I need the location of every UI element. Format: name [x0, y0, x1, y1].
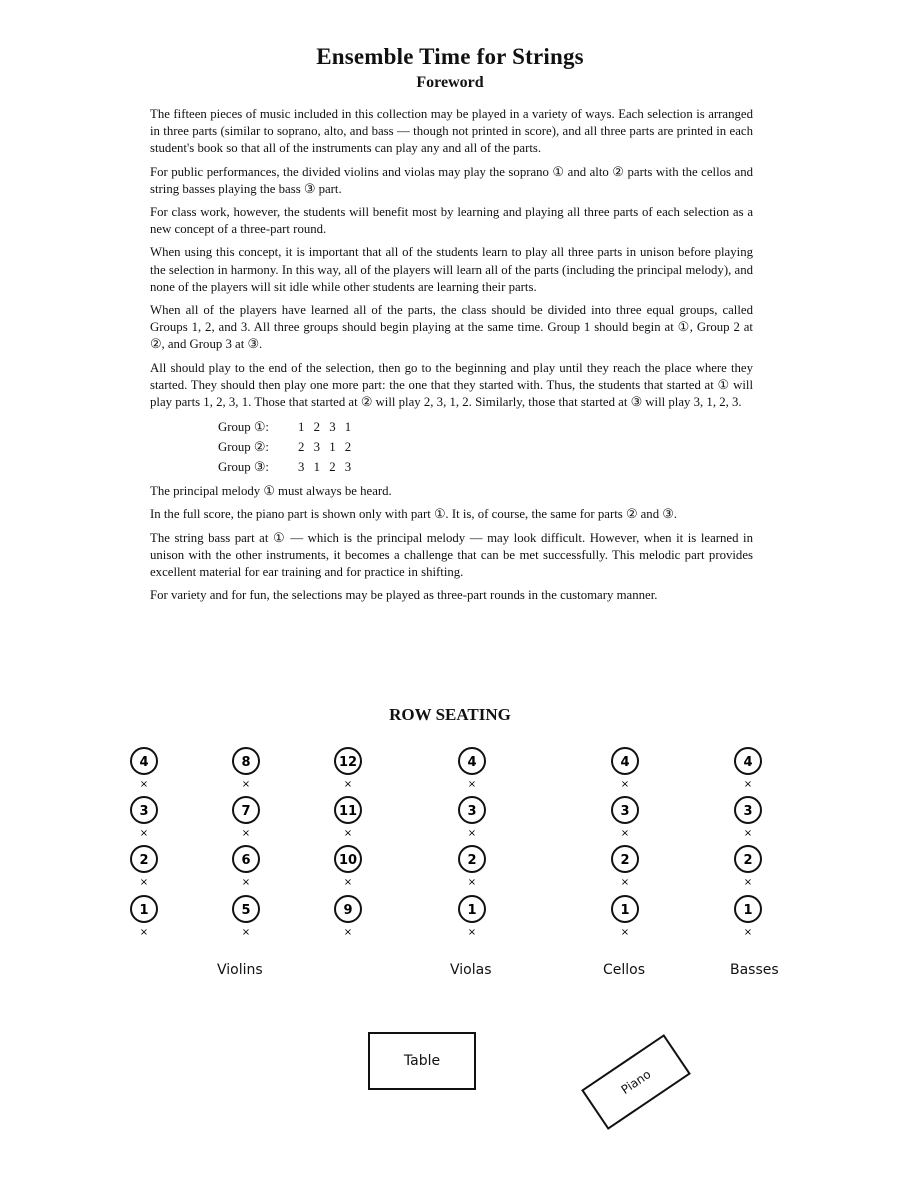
seat-number: 4: [467, 755, 477, 770]
seat-number: 2: [620, 853, 630, 868]
table-box: [368, 1032, 476, 1090]
page-subtitle: Foreword: [416, 74, 484, 91]
seat-number: 3: [620, 804, 630, 819]
section-label-cellos: Cellos: [603, 962, 646, 978]
paragraph: The fifteen pieces of music included in this collection may be played in a variety of ways. Each selection is arranged in three parts (similar to soprano, alto, and bass — though not printed in score), and all three parts are printed in each student's book so that all of the instruments can play any and all of the parts.: [150, 107, 753, 156]
seat-marker: ×: [241, 877, 251, 888]
seat: [131, 896, 157, 938]
seat: [131, 797, 157, 839]
seat-number: 3: [743, 804, 753, 819]
group-label: Group ①:: [218, 420, 269, 435]
seat-marker: ×: [139, 927, 149, 938]
group-row: [218, 437, 753, 457]
seat-number: 2: [743, 853, 753, 868]
section-label-basses: Basses: [730, 962, 779, 978]
seat: [233, 797, 259, 839]
seat-marker: ×: [467, 779, 477, 790]
seat-marker: ×: [467, 927, 477, 938]
seat: [131, 748, 157, 790]
group-sequence: 3 1 2 3: [298, 460, 355, 475]
seat: [459, 797, 485, 839]
foreword-body: [150, 106, 753, 610]
seat: [612, 896, 638, 938]
seat-marker: ×: [343, 828, 353, 839]
row-seating-title: ROW SEATING: [389, 705, 511, 724]
seat-number: 12: [338, 755, 358, 770]
seat-marker: ×: [467, 828, 477, 839]
seat-number: 10: [338, 853, 358, 868]
seat: [335, 748, 361, 790]
seat-marker: ×: [620, 828, 630, 839]
seat: [335, 846, 361, 888]
seat: [233, 846, 259, 888]
seat-marker: ×: [343, 877, 353, 888]
seat: [335, 797, 361, 839]
seat-marker: ×: [620, 877, 630, 888]
paragraph: All should play to the end of the selection, then go to the beginning and play until they reach the place where they started. They should then play one more part: the one that they started with. Thus, the students that started at ① will play parts 1, 2, 3, 1. Those that started at ② will play 2, 3, 1, 2. Similarly, those that started at ③ will play 3, 1, 2, 3.: [150, 360, 753, 410]
seat: [612, 846, 638, 888]
paragraph: The string bass part at ① — which is the principal melody — may look difficult. However, when it is learned in unison with the other instruments, it becomes a challenge that can be met successfully. This melodic part provides excellent material for ear training and for practice in shifting.: [150, 530, 753, 580]
seat-number: 1: [620, 903, 630, 918]
group-label: Group ③:: [218, 460, 269, 475]
paragraph: The principal melody ① must always be heard.: [150, 484, 392, 499]
seat-number: 1: [743, 903, 753, 918]
group-label: Group ②:: [218, 440, 269, 455]
seat-number: 1: [467, 903, 477, 918]
page-title: Ensemble Time for Strings: [316, 44, 584, 69]
group-sequence-list: [218, 417, 753, 477]
seat: [735, 896, 761, 938]
piano-box: [581, 1034, 691, 1130]
group-row: [218, 457, 753, 477]
table-label: Table: [403, 1053, 441, 1069]
seat: [612, 797, 638, 839]
seat-marker: ×: [343, 779, 353, 790]
seat-number: 2: [139, 853, 149, 868]
section-label-violas: Violas: [450, 962, 492, 978]
seat-number: 2: [467, 853, 477, 868]
seat-marker: ×: [620, 927, 630, 938]
seat: [612, 748, 638, 790]
group-row: [218, 417, 753, 437]
seat-marker: ×: [743, 877, 753, 888]
seat-marker: ×: [743, 828, 753, 839]
seat-marker: ×: [241, 779, 251, 790]
seat: [233, 748, 259, 790]
seat-marker: ×: [743, 927, 753, 938]
seat-marker: ×: [467, 877, 477, 888]
seat-number: 11: [338, 804, 358, 819]
seat-marker: ×: [139, 877, 149, 888]
seat: [735, 797, 761, 839]
group-sequence: 1 2 3 1: [298, 420, 355, 435]
seat: [735, 748, 761, 790]
seat: [335, 896, 361, 938]
paragraph: For variety and for fun, the selections may be played as three-part rounds in the customary manner.: [150, 588, 658, 603]
paragraph: For public performances, the divided violins and violas may play the soprano ① and alto ② parts with the cellos and string basses playing the bass ③ part.: [150, 164, 753, 196]
seat-number: 3: [139, 804, 149, 819]
seat: [131, 846, 157, 888]
seat-number: 9: [343, 903, 353, 918]
seat-number: 3: [467, 804, 477, 819]
seat-number: 1: [139, 903, 149, 918]
group-sequence: 2 3 1 2: [298, 440, 355, 455]
seat-marker: ×: [241, 927, 251, 938]
seat: [459, 896, 485, 938]
seat-number: 4: [620, 755, 630, 770]
paragraph: For class work, however, the students will benefit most by learning and playing all three parts of each selection as a new concept of a three-part round.: [150, 205, 753, 237]
section-label-violins: Violins: [217, 962, 263, 978]
paragraph: In the full score, the piano part is shown only with part ①. It is, of course, the same for parts ② and ③.: [150, 507, 677, 522]
seat: [233, 896, 259, 938]
seat: [735, 846, 761, 888]
paragraph: When using this concept, it is important that all of the students learn to play all three parts in unison before playing the selection in harmony. In this way, all of the players will learn all of the parts (including the principal melody), and none of the players will sit idle while other students are learning their parts.: [150, 245, 753, 294]
seat-marker: ×: [343, 927, 353, 938]
seat-marker: ×: [743, 779, 753, 790]
seat-number: 6: [241, 853, 251, 868]
seat-number: 7: [241, 804, 251, 819]
seat-number: 4: [743, 755, 753, 770]
seat-marker: ×: [139, 828, 149, 839]
seat-marker: ×: [139, 779, 149, 790]
row-seating-diagram: [0, 735, 900, 955]
seat-marker: ×: [620, 779, 630, 790]
seat: [459, 846, 485, 888]
piano-label: Piano: [618, 1067, 654, 1097]
seat-marker: ×: [241, 828, 251, 839]
seat-number: 5: [241, 903, 251, 918]
seat-number: 8: [241, 755, 251, 770]
seat: [459, 748, 485, 790]
paragraph: When all of the players have learned all of the parts, the class should be divided into three equal groups, called Groups 1, 2, and 3. All three groups should begin playing at the same time. Group 1 should begin at ①, Group 2 at ②, and Group 3 at ③.: [150, 303, 753, 352]
seat-number: 4: [139, 755, 149, 770]
